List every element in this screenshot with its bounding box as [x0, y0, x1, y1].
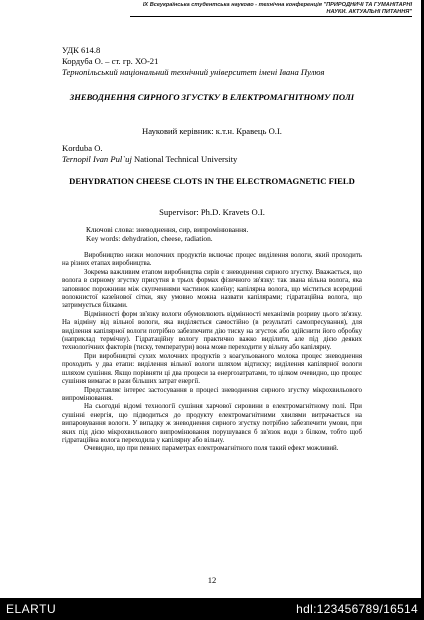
paragraph-7: Очевидно, що при певних параметрах електромагнітного поля такий ефект можливий. — [84, 445, 339, 453]
paragraph-6: На сьогодні відомі технології сушіння харчової сировини в електромагнітному полі. При сушінні енергія, що підводиться до продукту електромагнітними хвилями витрачається на випаровування вологи. У випадку ж зневоднення сирного згустку потрібно забезпечити умови, при яких під дією мікрохвильового випромінювання порушувався б зв'язок води з білком, тобто щоб гідратаційна волога переходила у капілярну або вільну. — [62, 403, 362, 444]
author-en: Korduba O. — [62, 143, 103, 153]
paragraph-4: При виробництві сухих молочних продуктів з коагульованого молока процес зневоднення проходить у два етапи: виділення вільної вологи шляхом відтиску; виділення капілярної вологи шляхом сушіння. Якщо порівняти ці два процеси за енергозатратами, то цілком очевидно, що процес сушіння вимагає в рази більших затрат енергії. — [62, 352, 362, 386]
conference-header: IX Всеукраїнська студентська науково - технічна конференція "ПРИРОДНИЧІ ТА ГУМАНІТАРНІ НАУКИ. АКТУАЛЬНІ ПИТАННЯ" — [130, 2, 412, 17]
page-number: 12 — [207, 575, 217, 585]
author-ua: Кордуба О. – ст. гр. ХО-21 — [62, 56, 159, 66]
supervisor-ua: Науковий керівник: к.т.н. Кравець О.І. — [142, 126, 282, 136]
title-ua: ЗНЕВОДНЕННЯ СИРНОГО ЗГУСТКУ В ЕЛЕКТРОМАГНІТНОМУ ПОЛІ — [69, 92, 355, 102]
viewer-footer — [0, 598, 424, 620]
paragraph-3: Відмінності форм зв'язку вологи обумовлюють відмінності механізмів розриву цього зв'язку. На відміну від вільної вологи, яка виділяється самостійно (в результаті самопресування), для виділення капілярної вологи потрібно забезпечити дію тиску на згусток або здійснити його обробку (наприклад термічну). Гідратаційну вологу практично важко виділити, але під дією деяких технологічних факторів (тиску, температури) вона може переходити у вільну або капілярну. — [62, 310, 362, 352]
institution-en — [62, 154, 237, 165]
body-text — [62, 252, 362, 454]
paragraph-2: Зокрема важливим етапом виробництва сирів є зневоднення сирного згустку. Вважається, що волога в сирному згустку присутня в трьох формах фізичного зв'язку: так звана вільна волога, яка заповнює порожнини між скупченнями частинок казеїну; капілярна волога, що міститься всередині волокнистої казеїнової сітки, яку умовно можна назвати капілярами; гідратаційна волога, що затримується білками. — [62, 268, 362, 310]
keywords-ua: Ключові слова: зневоднення, сир, випромінювання. — [86, 225, 249, 234]
udk-code: УДК 614.8 — [62, 45, 101, 55]
paragraph-5: Представляє інтерес застосування в процесі зневоднення сирного згустку мікрохвильового випромінювання. — [62, 386, 362, 402]
supervisor-en: Supervisor: Ph.D. Kravets O.I. — [159, 207, 265, 217]
title-en: DEHYDRATION CHEESE CLOTS IN THE ELECTROMAGNETIC FIELD — [69, 176, 355, 186]
institution-en-italic: Ternopil Ivan Pul`uj — [62, 154, 132, 164]
repository-label[interactable]: ELARTU — [6, 602, 57, 616]
institution-en-rest: National Technical University — [131, 154, 238, 164]
keywords-en: Key words: dehydration, cheese, radiation. — [86, 234, 213, 243]
paragraph-1: Виробництво низки молочних продуктів включає процес виділення вологи, який проходить на різних етапах виробництва. — [62, 252, 362, 268]
institution-ua: Тернопільський національний технічний університет імені Івана Пулюя — [62, 67, 325, 77]
handle-link[interactable]: hdl:123456789/16514 — [296, 602, 418, 616]
